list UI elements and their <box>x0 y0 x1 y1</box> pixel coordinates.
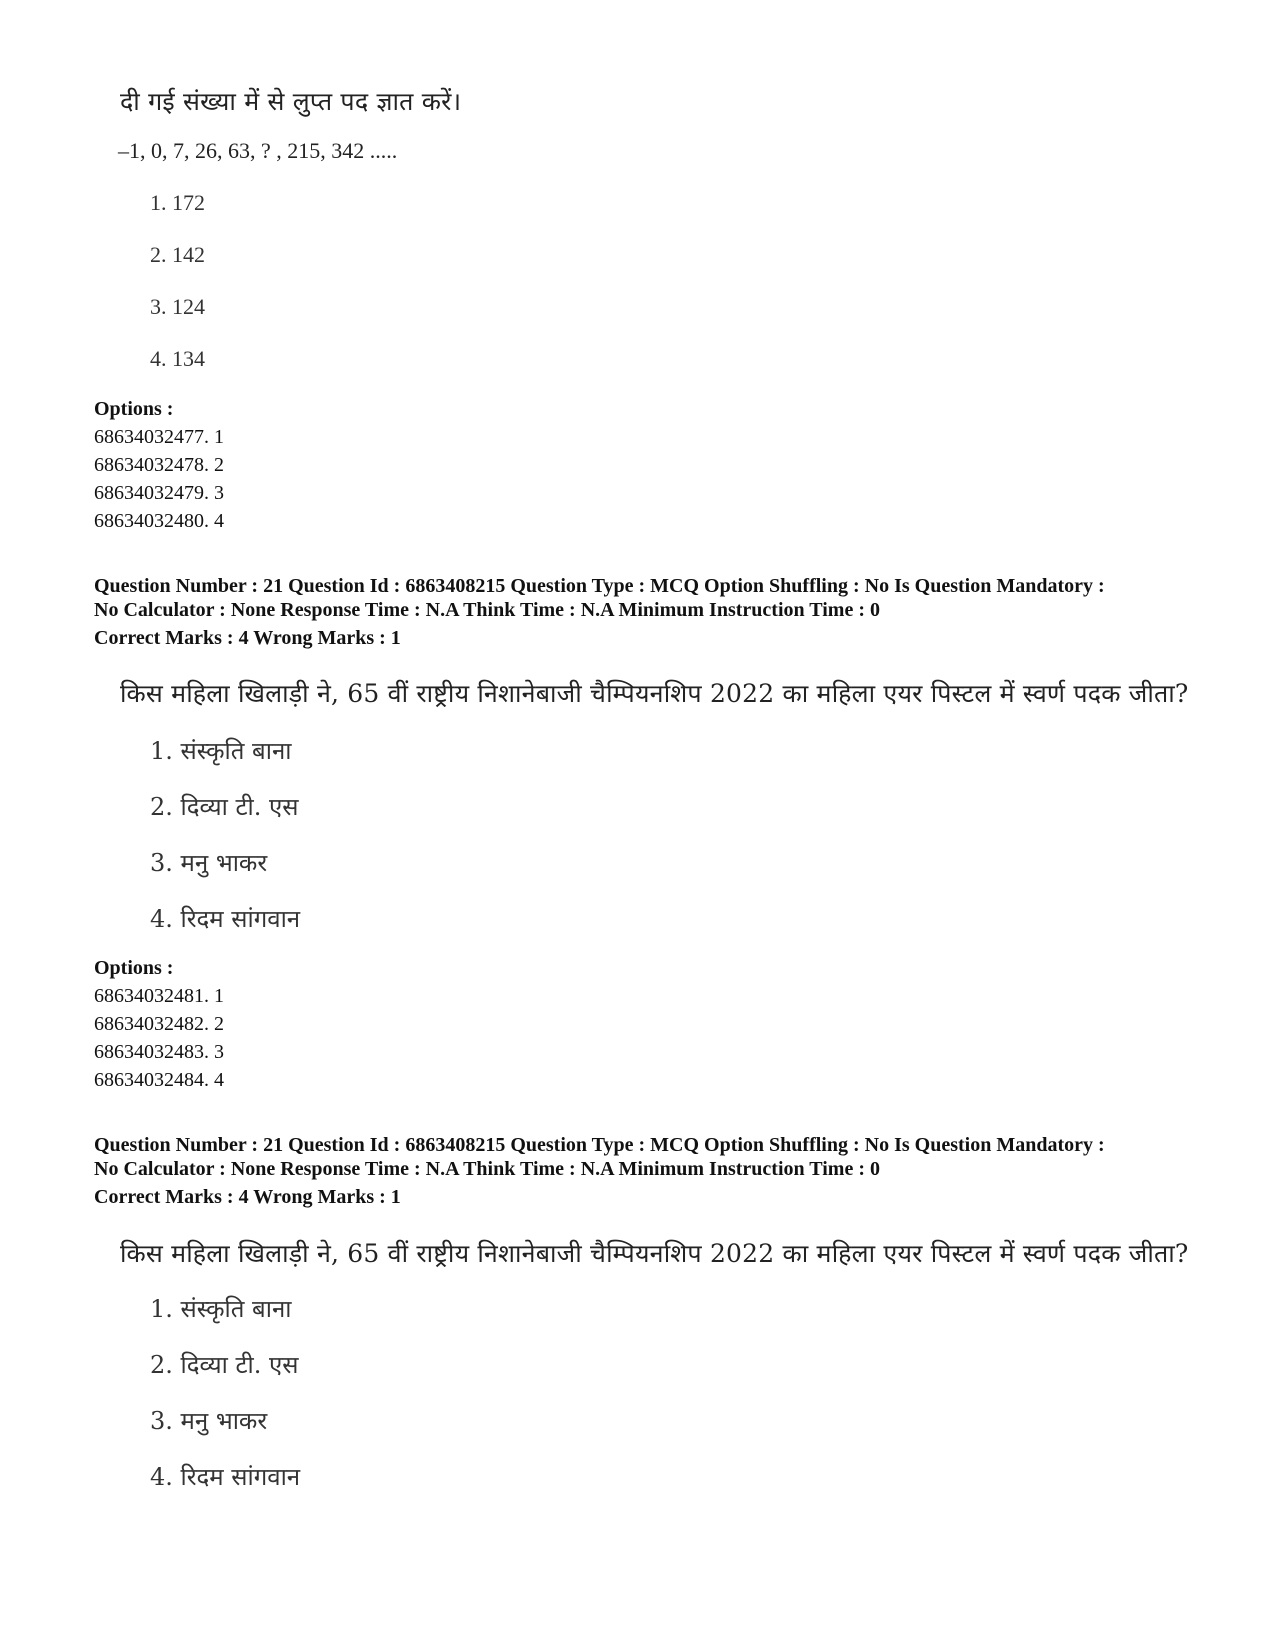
choice-1-prev: 1. 172 <box>150 190 205 215</box>
option-id-4-a: 68634032484. 4 <box>94 1069 224 1091</box>
question-meta-a <box>94 574 1204 622</box>
question-prompt-b: किस महिला खिलाड़ी ने, 65 वीं राष्ट्रीय निशानेबाजी चैम्पियनशिप 2022 का महिला एयर पिस्टल में स्वर्ण पदक जीता? <box>120 1239 1189 1268</box>
choice-1-a: 1. संस्कृति बाना <box>150 737 292 765</box>
choice-1-b: 1. संस्कृति बाना <box>150 1295 292 1323</box>
options-label-prev: Options : <box>94 398 174 420</box>
option-id-1-prev: 68634032477. 1 <box>94 426 224 448</box>
option-id-3-prev: 68634032479. 3 <box>94 482 224 504</box>
number-series: –1, 0, 7, 26, 63, ? , 215, 342 ..... <box>118 138 398 163</box>
options-label-a: Options : <box>94 957 174 979</box>
choice-3-prev: 3. 124 <box>150 294 205 319</box>
choice-2-b: 2. दिव्या टी. एस <box>150 1351 299 1379</box>
meta-line-2-b: No Calculator : None Response Time : N.A Think Time : N.A Minimum Instruction Time : 0 <box>94 1158 880 1180</box>
choice-2-a: 2. दिव्या टी. एस <box>150 793 299 821</box>
option-id-3-a: 68634032483. 3 <box>94 1041 224 1063</box>
meta-line-2-a: No Calculator : None Response Time : N.A Think Time : N.A Minimum Instruction Time : 0 <box>94 599 880 621</box>
question-prompt-prev: दी गई संख्या में से लुप्त पद ज्ञात करें। <box>120 87 462 116</box>
choice-4-a: 4. रिदम सांगवान <box>150 905 301 933</box>
choice-4-b: 4. रिदम सांगवान <box>150 1463 301 1491</box>
option-id-2-a: 68634032482. 2 <box>94 1013 224 1035</box>
question-meta-b <box>94 1133 1204 1181</box>
option-id-1-a: 68634032481. 1 <box>94 985 224 1007</box>
meta-line-1-b: Question Number : 21 Question Id : 6863408215 Question Type : MCQ Option Shuffling : No Is Question Mandatory : <box>94 1134 1105 1156</box>
option-id-4-prev: 68634032480. 4 <box>94 510 224 532</box>
choice-2-prev: 2. 142 <box>150 242 205 267</box>
choice-3-a: 3. मनु भाकर <box>150 849 268 877</box>
marks-a: Correct Marks : 4 Wrong Marks : 1 <box>94 627 401 649</box>
choice-4-prev: 4. 134 <box>150 346 205 371</box>
marks-b: Correct Marks : 4 Wrong Marks : 1 <box>94 1186 401 1208</box>
meta-line-1-a: Question Number : 21 Question Id : 6863408215 Question Type : MCQ Option Shuffling : No Is Question Mandatory : <box>94 575 1105 597</box>
option-id-2-prev: 68634032478. 2 <box>94 454 224 476</box>
question-prompt-a: किस महिला खिलाड़ी ने, 65 वीं राष्ट्रीय निशानेबाजी चैम्पियनशिप 2022 का महिला एयर पिस्टल में स्वर्ण पदक जीता? <box>120 679 1189 708</box>
choice-3-b: 3. मनु भाकर <box>150 1407 268 1435</box>
